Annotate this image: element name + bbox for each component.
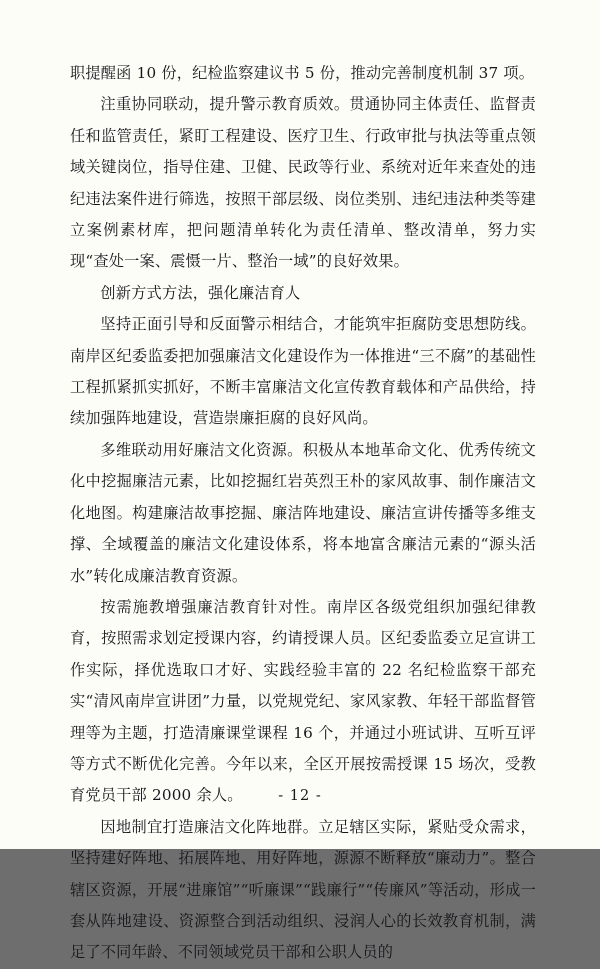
page-number: - 12 -: [278, 788, 322, 804]
paragraph: 坚持正面引导和反面警示相结合，才能筑牢拒腐防变思想防线。南岸区纪委监委把加强廉洁文化建设作为一体推进“三不腐”的基础性工程抓紧抓实抓好，不断丰富廉洁文化宣传教育载体和产品供给，持续加强阵地建设，营造崇廉拒腐的良好风尚。: [70, 315, 536, 428]
paragraph: 注重协同联动，提升警示教育质效。贯通协同主体责任、监督责任和监管责任，紧盯工程建设、医疗卫生、行政审批与执法等重点领域关键岗位，指导住建、卫健、民政等行业、系统对近年来查处的违纪违法案件进行筛选，按照干部层级、岗位类别、违纪违法种类等建立案例素材库，把问题清单转化为责任清单、整改清单，努力实现“查处一案、震慑一片、整治一域”的良好效果。: [70, 95, 536, 271]
paragraph: 按需施教增强廉洁教育针对性。南岸区各级党组织加强纪律教育，按照需求划定授课内容，约请授课人员。区纪委监委立足宣讲工作实际，择优选取口才好、实践经验丰富的 22 名纪检监察干部充实“清风南岸宣讲团”力量，以党规党纪、家风家教、年轻干部监督管理等为主题，打造清廉课堂课程 16 个，并通过小班试讲、互听互评等方式不断优化完善。今年以来，全区开展按需授课 15 场次，受教育党员干部 2000 余人。: [70, 597, 536, 805]
paragraph: 因地制宜打造廉洁文化阵地群。立足辖区实际，紧贴受众需求，坚持建好阵地、拓展阵地、用好阵地，源源不断释放“廉动力”。整合辖区资源，开展“进廉馆”“听廉课”“践廉行”“传廉风”等活动，形成一套从阵地建设、资源整合到活动组织、浸润人心的长效教育机制，满足了不同年龄、不同领域党员干部和公职人员的: [70, 817, 536, 962]
paragraph: 职提醒函 10 份，纪检监察建议书 5 份，推动完善制度机制 37 项。: [70, 64, 535, 82]
paragraph-heading: 创新方式方法，强化廉洁育人: [100, 283, 301, 302]
paragraph: 多维联动用好廉洁文化资源。积极从本地革命文化、优秀传统文化中挖掘廉洁元素，比如挖掘红岩英烈王朴的家风故事、制作廉洁文化地图。构建廉洁故事挖掘、廉洁阵地建设、廉洁宣讲传播等多维支撑、全域覆盖的廉洁文化建设体系，将本地富含廉洁元素的“源头活水”转化成廉洁教育资源。: [70, 440, 536, 585]
